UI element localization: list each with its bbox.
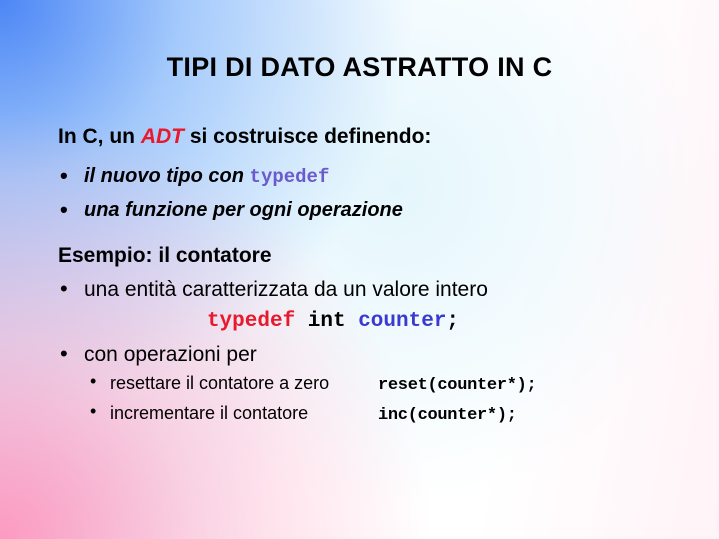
sub-bullet-code: inc(counter*); bbox=[378, 406, 517, 425]
bullet-text: una funzione per ogni operazione bbox=[84, 199, 403, 221]
intro-text-after: si costruisce definendo: bbox=[184, 125, 432, 148]
code-type-int: int bbox=[307, 310, 346, 333]
code-keyword-typedef: typedef bbox=[206, 310, 296, 333]
code-typedef-line bbox=[58, 310, 698, 333]
bullet-text: una entità caratterizzata da un valore intero bbox=[84, 278, 488, 301]
list-item bbox=[58, 343, 698, 367]
sub-bullet-code: reset(counter*); bbox=[378, 376, 537, 395]
sub-bullet-text: • incrementare il contatore bbox=[110, 403, 309, 423]
intro-line bbox=[58, 125, 698, 149]
code-space bbox=[295, 310, 308, 333]
example-heading: Esempio: il contatore bbox=[58, 244, 272, 267]
intro-emphasis-adt: ADT bbox=[140, 125, 184, 148]
list-item bbox=[58, 165, 698, 188]
sub-bullet-text: • resettare il contatore a zero bbox=[110, 373, 330, 393]
code-space-2 bbox=[346, 310, 359, 333]
bullet-code-typedef: typedef bbox=[249, 166, 330, 188]
intro-text-before: In C, un bbox=[58, 125, 141, 148]
list-item bbox=[58, 278, 698, 302]
code-name-counter: counter bbox=[358, 310, 447, 333]
code-terminator: ; bbox=[446, 310, 460, 333]
sub-bullet-list bbox=[58, 373, 698, 425]
list-item bbox=[58, 199, 698, 222]
list-item bbox=[58, 373, 698, 395]
list-item bbox=[58, 403, 698, 425]
slide-body bbox=[58, 125, 698, 433]
bullet-text: con operazioni per bbox=[84, 343, 257, 366]
bullet-text: il nuovo tipo con bbox=[84, 165, 250, 187]
top-bullet-list bbox=[58, 165, 698, 222]
page-title: TIPI DI DATO ASTRATTO IN C bbox=[166, 52, 553, 82]
